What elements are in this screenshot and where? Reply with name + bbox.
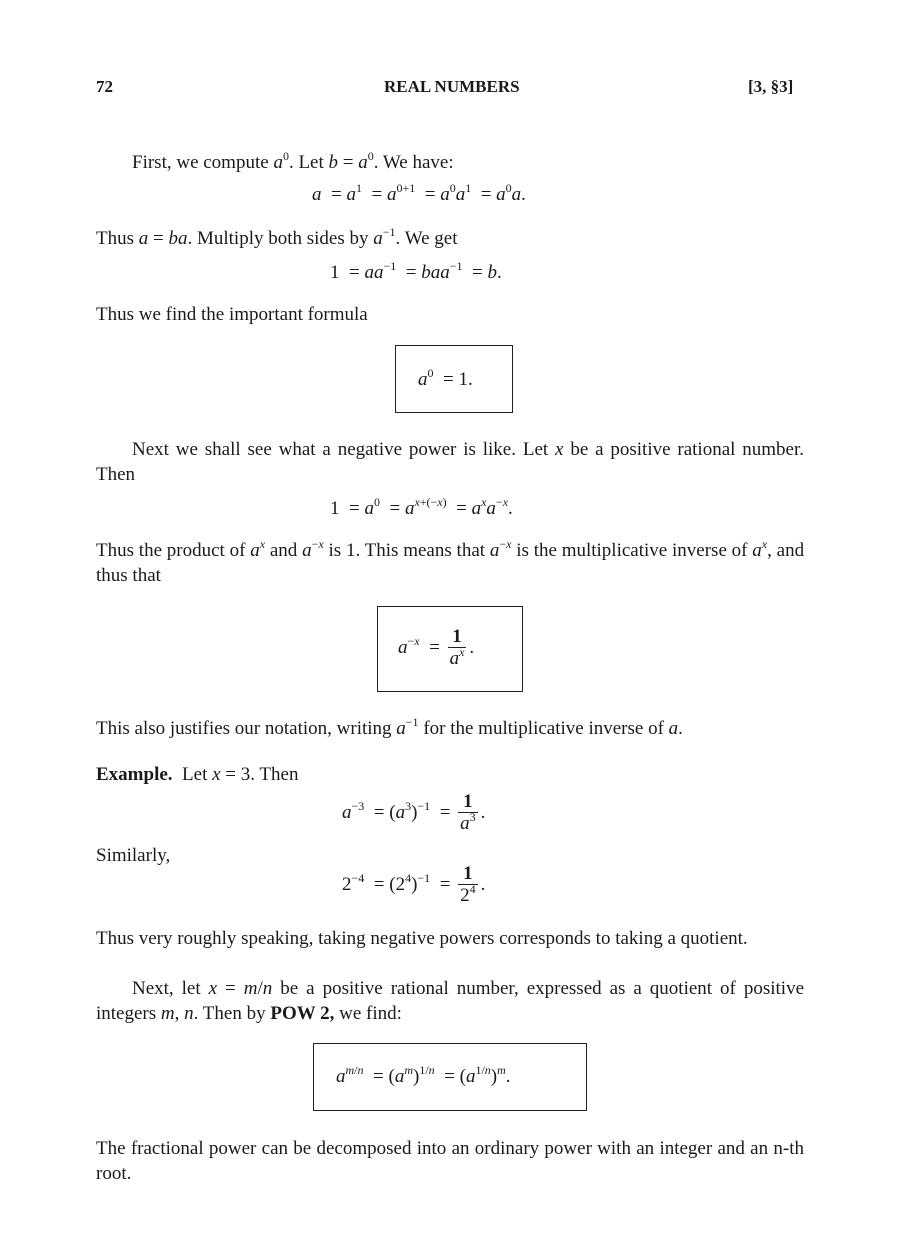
- formula-box-fractional-power: $a^{m/n} = (a^m)^{1/n} = (a^{1/n})^m$.: [313, 1043, 587, 1111]
- paragraph-important-formula: Thus we find the important formula: [96, 304, 368, 325]
- equation-product-one: $1 = a^0 = a^{x+(-x)} = a^xa^{-x}$.: [330, 495, 513, 519]
- paragraph-example: Example. Let x = 3. Then: [96, 764, 299, 785]
- paragraph-fractional-decomposition: The fractional power can be decomposed into an ordinary power with an integer and an n-th root.: [96, 1138, 804, 1184]
- paragraph-compute-a0: First, we compute $a^0$. Let $b = a^0$. We have:: [132, 149, 454, 173]
- section-reference: [3, §3]: [748, 77, 794, 96]
- formula-box-a0: $a^0 = 1$.: [395, 345, 513, 413]
- paragraph-similarly: Similarly,: [96, 845, 171, 866]
- paragraph-negative-power: Next we shall see what a negative power is like. Let x be a positive rational number. Then: [96, 439, 805, 485]
- paragraph-quotient: Thus very roughly speaking, taking negative powers corresponds to taking a quotient.: [96, 928, 748, 949]
- paragraph-inverse: Thus the product of $a^x$ and $a^{-x}$ is 1. This means that $a^{-x}$ is the multiplicative inverse of $a^x$, and thus that: [96, 537, 805, 586]
- paragraph-multiply: Thus a = ba. Multiply both sides by $a^{-1}$. We get: [96, 225, 458, 249]
- equation-b-equals-one: $1 = aa^{-1} = baa^{-1} = b$.: [330, 259, 502, 283]
- equation-a-minus-three: $a^{-3} = (a^3)^{-1}$ = $\frac{1}{a^3}$ .: [342, 791, 486, 834]
- equation-two-minus-four: $2^{-4} = (2^4)^{-1}$ = $\frac{1}{2^4}$ .: [342, 863, 486, 906]
- paragraph-notation: This also justifies our notation, writing $a^{-1}$ for the multiplicative inverse of a.: [96, 715, 683, 739]
- paragraph-rational-power: Next, let x = m/n be a positive rational number, expressed as a quotient of positive integers m, n. Then by POW 2, we find:: [96, 978, 805, 1024]
- equation-a-identity: $a = a^1 = a^{0+1} = a^0a^1 = a^0a$.: [312, 181, 526, 205]
- page-number: 72: [96, 77, 113, 96]
- formula-box-negative-power: $a^{-x}$ = $\frac{1}{a^x}$ .: [377, 606, 523, 692]
- running-title: REAL NUMBERS: [384, 77, 520, 96]
